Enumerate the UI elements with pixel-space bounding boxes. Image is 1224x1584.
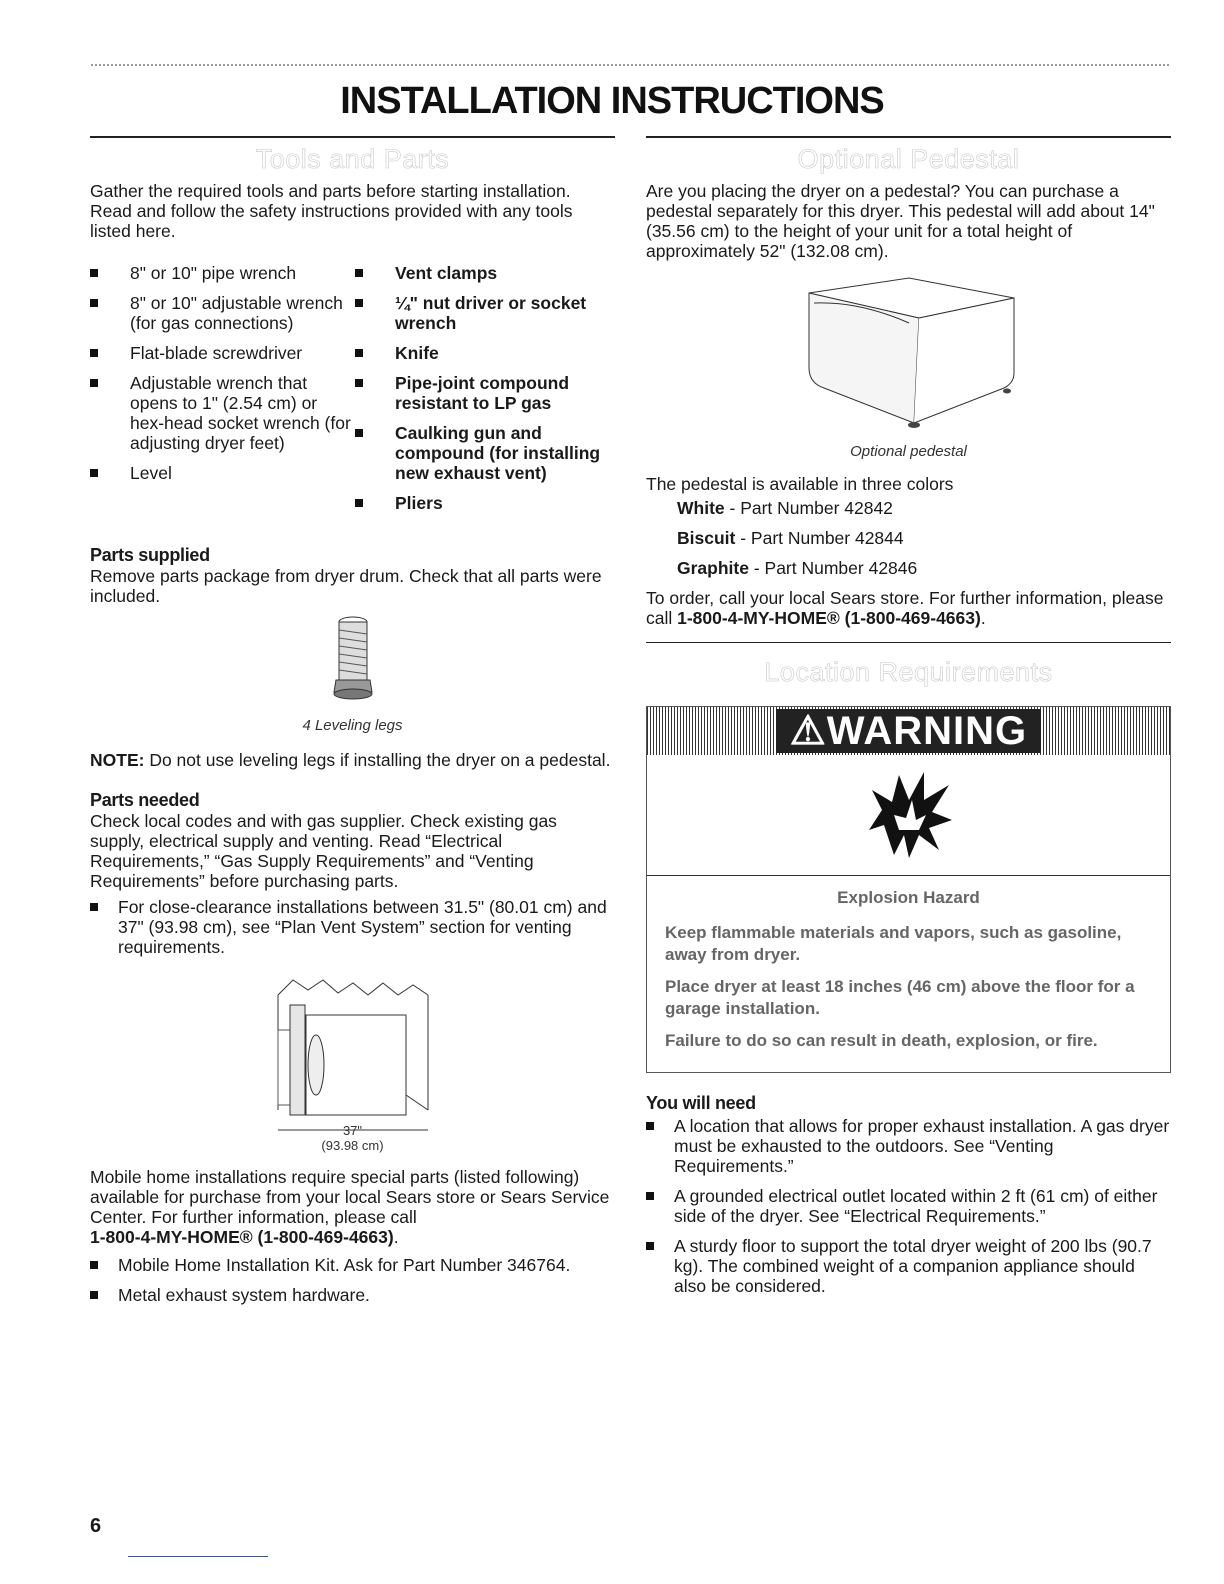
warning-line: Keep flammable materials and vapors, such as gasoline, away from dryer.	[665, 923, 1122, 964]
warning-body	[647, 876, 1170, 1072]
parts-needed-heading: Parts needed	[90, 790, 200, 810]
page-number: 6	[90, 1515, 102, 1537]
you-need-item: A location that allows for proper exhaust installation. A gas dryer must be exhausted to the outdoors. See “Venting Requirements.”	[646, 1116, 1171, 1176]
dimension-inches: 37"	[342, 1123, 363, 1138]
you-need-item: A grounded electrical outlet located within 2 ft (61 cm) of either side of the dryer. See “Electrical Requirements.”	[646, 1186, 1171, 1226]
color-part-number: - Part Number 42844	[735, 528, 904, 548]
tool-item: Vent clamps	[355, 263, 615, 283]
parts-needed-item: For close-clearance installations between 31.5" (80.01 cm) and 37" (93.98 cm), see “Plan Vent System” section for venting requirements.	[90, 897, 615, 957]
pedestal-illustration	[646, 273, 1171, 443]
order-text	[646, 588, 1171, 628]
tools-list-col2	[355, 263, 615, 523]
tool-item: Pipe-joint compound resistant to LP gas	[355, 373, 615, 413]
color-name: Biscuit	[677, 528, 736, 548]
warning-header	[647, 707, 1170, 755]
colors-intro: The pedestal is available in three colors	[646, 474, 954, 494]
warning-line: Place dryer at least 18 inches (46 cm) above the floor for a garage installation.	[665, 977, 1135, 1018]
parts-supplied-text: Remove parts package from dryer drum. Check that all parts were included.	[90, 566, 602, 606]
parts-needed-list	[90, 897, 615, 957]
parts-supplied-heading: Parts supplied	[90, 545, 210, 565]
warning-lines	[665, 922, 1152, 1052]
pedestal-intro: Are you placing the dryer on a pedestal? You can purchase a pedestal separately for this dryer. This pedestal will add about 14" (35.56 cm) to the height of your unit for a total height of approximately 52" (132.08 cm).	[646, 181, 1155, 261]
tools-list	[90, 263, 615, 523]
pedestal-caption: Optional pedestal	[850, 443, 967, 460]
mobile-part-item: Mobile Home Installation Kit. Ask for Part Number 346764.	[90, 1255, 615, 1275]
note-text: Do not use leveling legs if installing the dryer on a pedestal.	[144, 750, 611, 770]
left-column	[90, 136, 615, 1315]
tool-item: ¼" nut driver or socket wrench	[355, 293, 615, 333]
warning-label: ⚠WARNING	[776, 709, 1041, 753]
order-period: .	[980, 608, 986, 628]
tool-item: Adjustable wrench that opens to 1" (2.54 cm) or hex-head socket wrench (for adjusting dryer feet)	[90, 373, 355, 453]
section-rule	[90, 136, 615, 138]
section-rule	[646, 136, 1171, 138]
tools-intro: Gather the required tools and parts before starting installation. Read and follow the safety instructions provided with any tools listed here.	[90, 181, 573, 241]
tool-item: Pliers	[355, 493, 615, 513]
color-part-number: - Part Number 42846	[748, 558, 918, 578]
tool-item: Flat-blade screwdriver	[90, 343, 355, 363]
color-name: Graphite	[677, 558, 749, 578]
tools-section-title: Tools and Parts	[255, 144, 450, 174]
color-name: White	[677, 498, 725, 518]
order-phone: 1-800-4-MY-HOME® (1-800-469-4663)	[677, 608, 981, 628]
mobile-part-item: Metal exhaust system hardware.	[90, 1285, 615, 1305]
tool-item: 8" or 10" pipe wrench	[90, 263, 355, 283]
mobile-home-body: Mobile home installations require special parts (listed following) available for purchase from your local Sears store or Sears Service Center. For further information, please call	[90, 1167, 610, 1227]
mobile-home-text	[90, 1167, 615, 1247]
warning-hazard: Explosion Hazard	[837, 888, 980, 907]
dimension-label	[90, 1123, 615, 1153]
right-column	[646, 136, 1171, 1306]
mobile-home-phone: 1-800-4-MY-HOME® (1-800-469-4663)	[90, 1227, 394, 1247]
you-will-need-heading: You will need	[646, 1093, 756, 1113]
tool-item: Caulking gun and compound (for installing new exhaust vent)	[355, 423, 615, 483]
location-section-title: Location Requirements	[764, 657, 1053, 687]
note-label: NOTE:	[90, 750, 145, 770]
tools-list-col1	[90, 263, 355, 523]
footer-rule	[128, 1556, 268, 1557]
you-need-item: A sturdy floor to support the total dryer weight of 200 lbs (90.7 kg). The combined weight of a companion appliance should also be considered.	[646, 1236, 1171, 1296]
page-title: INSTALLATION INSTRUCTIONS	[340, 80, 884, 122]
close-clearance-illustration	[90, 975, 615, 1145]
pedestal-color-item	[677, 528, 1171, 548]
pedestal-section-title: Optional Pedestal	[797, 144, 1020, 174]
mobile-home-period: .	[393, 1227, 399, 1247]
top-dotted-border	[90, 63, 1170, 67]
leveling-leg-illustration	[90, 614, 615, 709]
color-part-number: - Part Number 42842	[724, 498, 893, 518]
pedestal-color-item	[677, 498, 1171, 518]
section-rule	[646, 642, 1171, 643]
tool-item: 8" or 10" adjustable wrench (for gas connections)	[90, 293, 355, 333]
you-will-need-list	[646, 1116, 1171, 1296]
warning-box	[646, 706, 1171, 1073]
warning-line: Failure to do so can result in death, explosion, or fire.	[665, 1031, 1098, 1050]
dimension-metric: (93.98 cm)	[321, 1138, 384, 1153]
explosion-icon	[647, 755, 1170, 876]
order-body: To order, call your local Sears store. For further information, please call	[646, 588, 1164, 628]
parts-needed-text: Check local codes and with gas supplier. Check existing gas supply, electrical supply and venting. Read “Electrical Requirements,” “Gas Supply Requirements” and “Venting Requirements” before purchasing parts.	[90, 811, 557, 891]
tool-item: Knife	[355, 343, 615, 363]
pedestal-colors-list	[677, 498, 1171, 578]
leveling-caption: 4 Leveling legs	[302, 717, 403, 734]
note-paragraph	[90, 750, 615, 770]
pedestal-color-item	[677, 558, 1171, 578]
tool-item: Level	[90, 463, 355, 483]
mobile-home-list	[90, 1255, 615, 1305]
